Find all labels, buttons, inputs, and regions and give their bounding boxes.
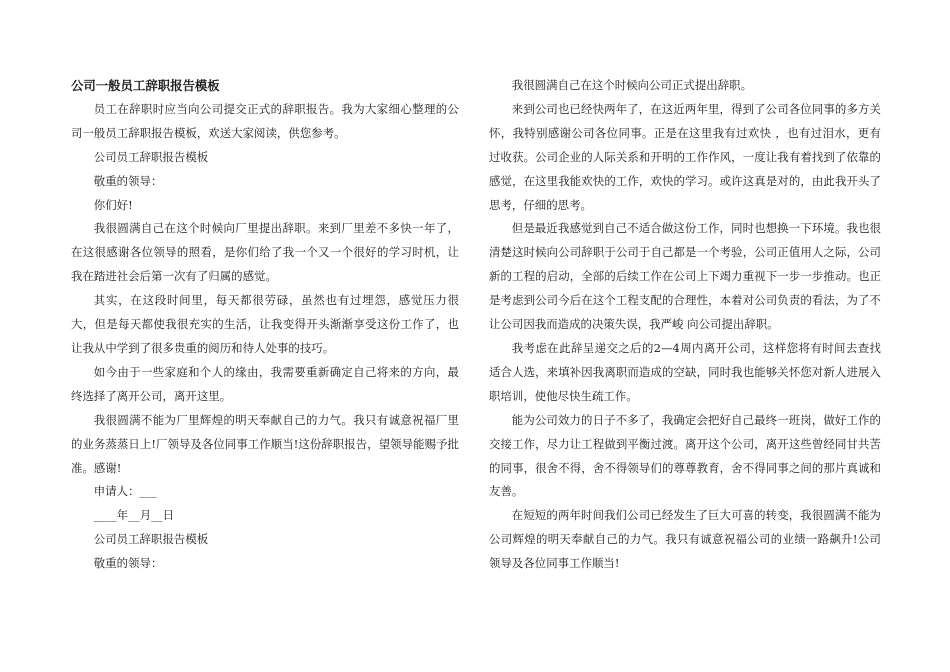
paragraph: 敬重的领导： [93, 556, 163, 571]
paragraph: 你们好! [93, 197, 133, 212]
paragraph: 在短短的两年时间我们公司已经发生了巨大可喜的转变，我很圆满不能为公司辉煌的明天奉献自己的力气。我只有诚意祝福公司的业绩一路飙升!公司领导及各位同事工作顺当! [489, 508, 881, 571]
paragraph: 员工在辞职时应当向公司提交正式的辞职报告。我为大家细心整理的公司一般员工辞职报告模板，欢送大家阅读，供您参考。 [71, 101, 459, 140]
paragraph: 其实，在这段时间里，每天都很劳碌，虽然也有过埋怨，感觉压力很大，但是每天都使我很充实的生活，让我变得开头渐渐享受这份工作了，也让我从中学到了很多贵重的阅历和待人处事的技巧。 [71, 293, 459, 355]
paragraph: 我很圆满不能为厂里辉煌的明天奉献自己的力气。我只有诚意祝福厂里的业务蒸蒸日上!厂领导及各位同事工作顺当!这份辞职报告，望领导能赐予批准。感谢! [71, 412, 459, 475]
paragraph: 能为公司效力的日子不多了，我确定会把好自己最终一班岗，做好工作的交接工作，尽力让工程做到平衡过渡。离开这个公司，离开这些曾经同甘共苦的同事，很舍不得，舍不得领导们的尊尊教育，舍不得同事之间的那片真诚和友善。 [489, 412, 881, 499]
paragraph: 敬重的领导： [93, 173, 163, 188]
paragraph: 公司员工辞职报告模板 [93, 149, 209, 164]
paragraph: 来到公司也已经快两年了，在这近两年里，得到了公司各位同事的多方关怀，我特别感谢公司各位同事。正是在这里我有过欢快 ，也有过泪水，更有过收获。公司企业的人际关系和开明的工作作风，一度让我有着找到了依靠的感觉，在这里我能欢快的工作，欢快的学习。或许这真是对的，由此我开头了思考，仔细的思考。 [489, 101, 881, 212]
right-column [489, 74, 881, 576]
left-column [71, 74, 459, 576]
paragraph: 我很圆满自己在这个时候向厂里提出辞职。来到厂里差不多快一年了，在这很感谢各位领导的照看，是你们给了我一个又一个很好的学习时机，让我在踏进社会后第一次有了归属的感觉。 [71, 221, 459, 284]
paragraph: 但是最近我感觉到自己不适合做这份工作，同时也想换一下环境。我也很清楚这时候向公司辞职于公司于自己都是一个考验，公司正值用人之际，公司新的工程的启动，全部的后续工作在公司上下竭力重视下一步一步推动。也正是考虑到公司今后在这个工程支配的合理性，本着对公司负责的看法，为了不让公司因我而造成的决策失误，我严峻 向公司提出辞职。 [489, 221, 881, 332]
document-title: 公司一般员工辞职报告模板 [71, 78, 220, 93]
paragraph: ____年__月__日 [93, 508, 175, 523]
paragraph: 申请人：___ [93, 484, 157, 499]
paragraph: 如今由于一些家庭和个人的缘由，我需要重新确定自己将来的方向，最终选择了离开公司，离开这里。 [71, 364, 459, 403]
paragraph: 我考虑在此辞呈递交之后的2—4周内离开公司，这样您将有时间去查找适合人选，来填补因我离职而造成的空缺，同时我也能够关怀您对新人进展入职培训，使他尽快生疏工作。 [489, 340, 881, 403]
paragraph: 我很圆满自己在这个时候向公司正式提出辞职。 [511, 78, 753, 92]
paragraph: 公司员工辞职报告模板 [93, 532, 209, 547]
